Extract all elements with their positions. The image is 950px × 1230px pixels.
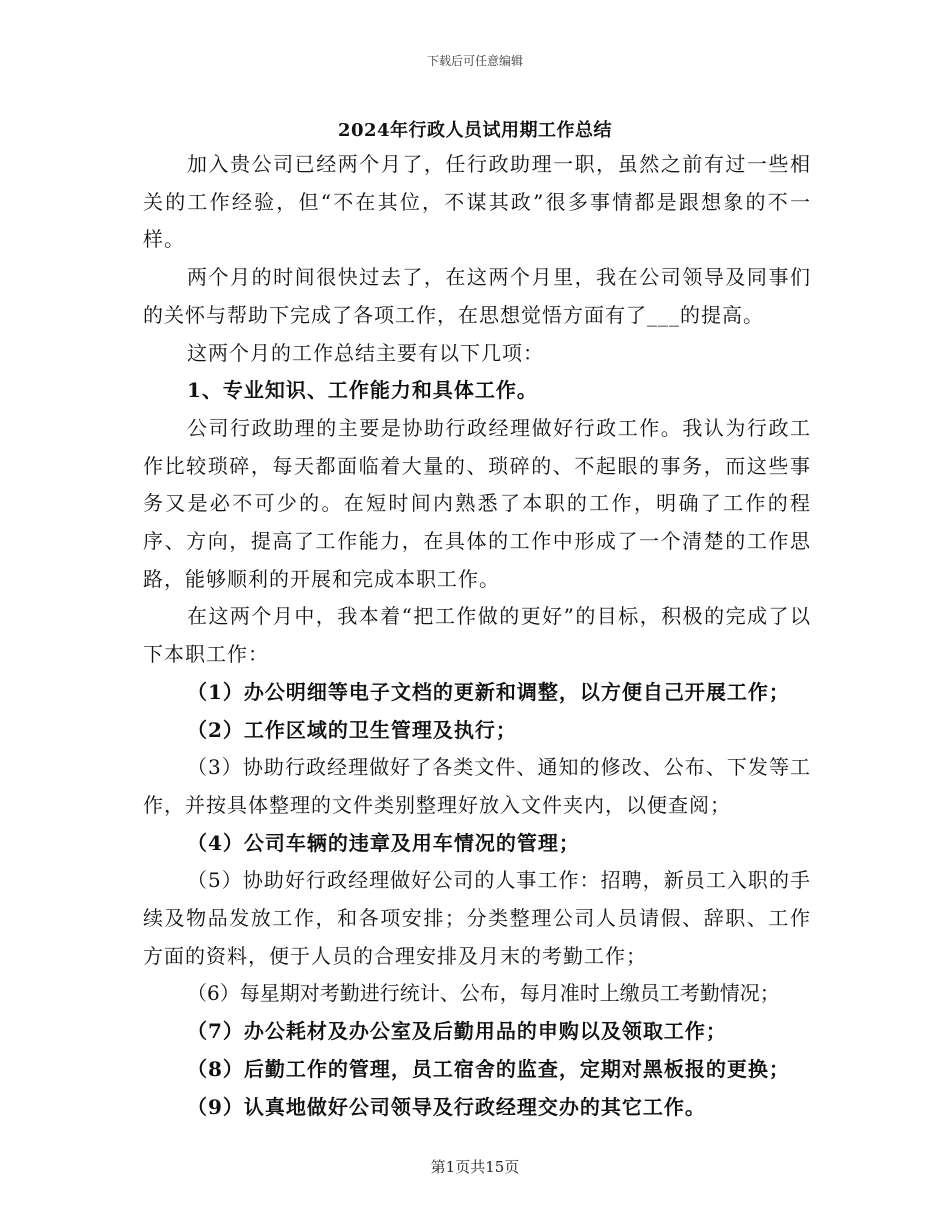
list-item: （9）认真地做好公司领导及行政经理交办的其它工作。	[187, 1094, 706, 1119]
list-item: （1）办公明细等电子文档的更新和调整，以方便自己开展工作；	[187, 679, 790, 704]
list-item: （7）办公耗材及办公室及后勤用品的申购以及领取工作；	[187, 1019, 727, 1044]
paragraph: 在这两个月中，我本着“把工作做的更好”的目标，积极的完成了以下本职工作：	[143, 604, 811, 667]
list-item: （8）后勤工作的管理，员工宿舍的监查，定期对黑板报的更换；	[187, 1056, 790, 1081]
paragraph: 这两个月的工作总结主要有以下几项：	[187, 340, 544, 365]
list-item: （6）每星期对考勤进行统计、公布，每月准时上缴员工考勤情况；	[187, 981, 780, 1006]
document-body	[143, 146, 811, 1126]
list-item: （5）协助好行政经理做好公司的人事工作：招聘，新员工入职的手续及物品发放工作，和各项安排；分类整理公司人员请假、辞职、工作方面的资料，便于人员的合理安排及月末的考勤工作；	[143, 868, 811, 968]
list-item: （3）协助行政经理做好了各类文件、通知的修改、公布、下发等工作，并按具体整理的文件类别整理好放入文件夹内，以便查阅；	[143, 755, 811, 817]
list-item: （2）工作区域的卫生管理及执行；	[187, 717, 517, 742]
list-item: （4）公司车辆的违章及用车情况的管理；	[187, 830, 580, 855]
paragraph: 公司行政助理的主要是协助行政经理做好行政工作。我认为行政工作比较琐碎，每天都面临着大量的、琐碎的、不起眼的事务，而这些事务又是必不可少的。在短时间内熟悉了本职的工作，明确了工作的程序、方向，提高了工作能力，在具体的工作中形成了一个清楚的工作思路，能够顺利的开展和完成本职工作。	[143, 415, 811, 591]
page-footer: 第1页共15页	[430, 1158, 520, 1176]
section-heading: 1、专业知识、工作能力和具体工作。	[187, 378, 538, 403]
page-header: 下载后可任意编辑	[426, 54, 523, 68]
paragraph: 加入贵公司已经两个月了，任行政助理一职，虽然之前有过一些相关的工作经验，但“不在其位，不谋其政”很多事情都是跟想象的不一样。	[143, 152, 811, 252]
document-title: 2024年行政人员试用期工作总结	[337, 120, 613, 141]
paragraph: 两个月的时间很快过去了，在这两个月里，我在公司领导及同事们的关怀与帮助下完成了各项工作，在思想觉悟方面有了___的提高。	[143, 265, 811, 327]
